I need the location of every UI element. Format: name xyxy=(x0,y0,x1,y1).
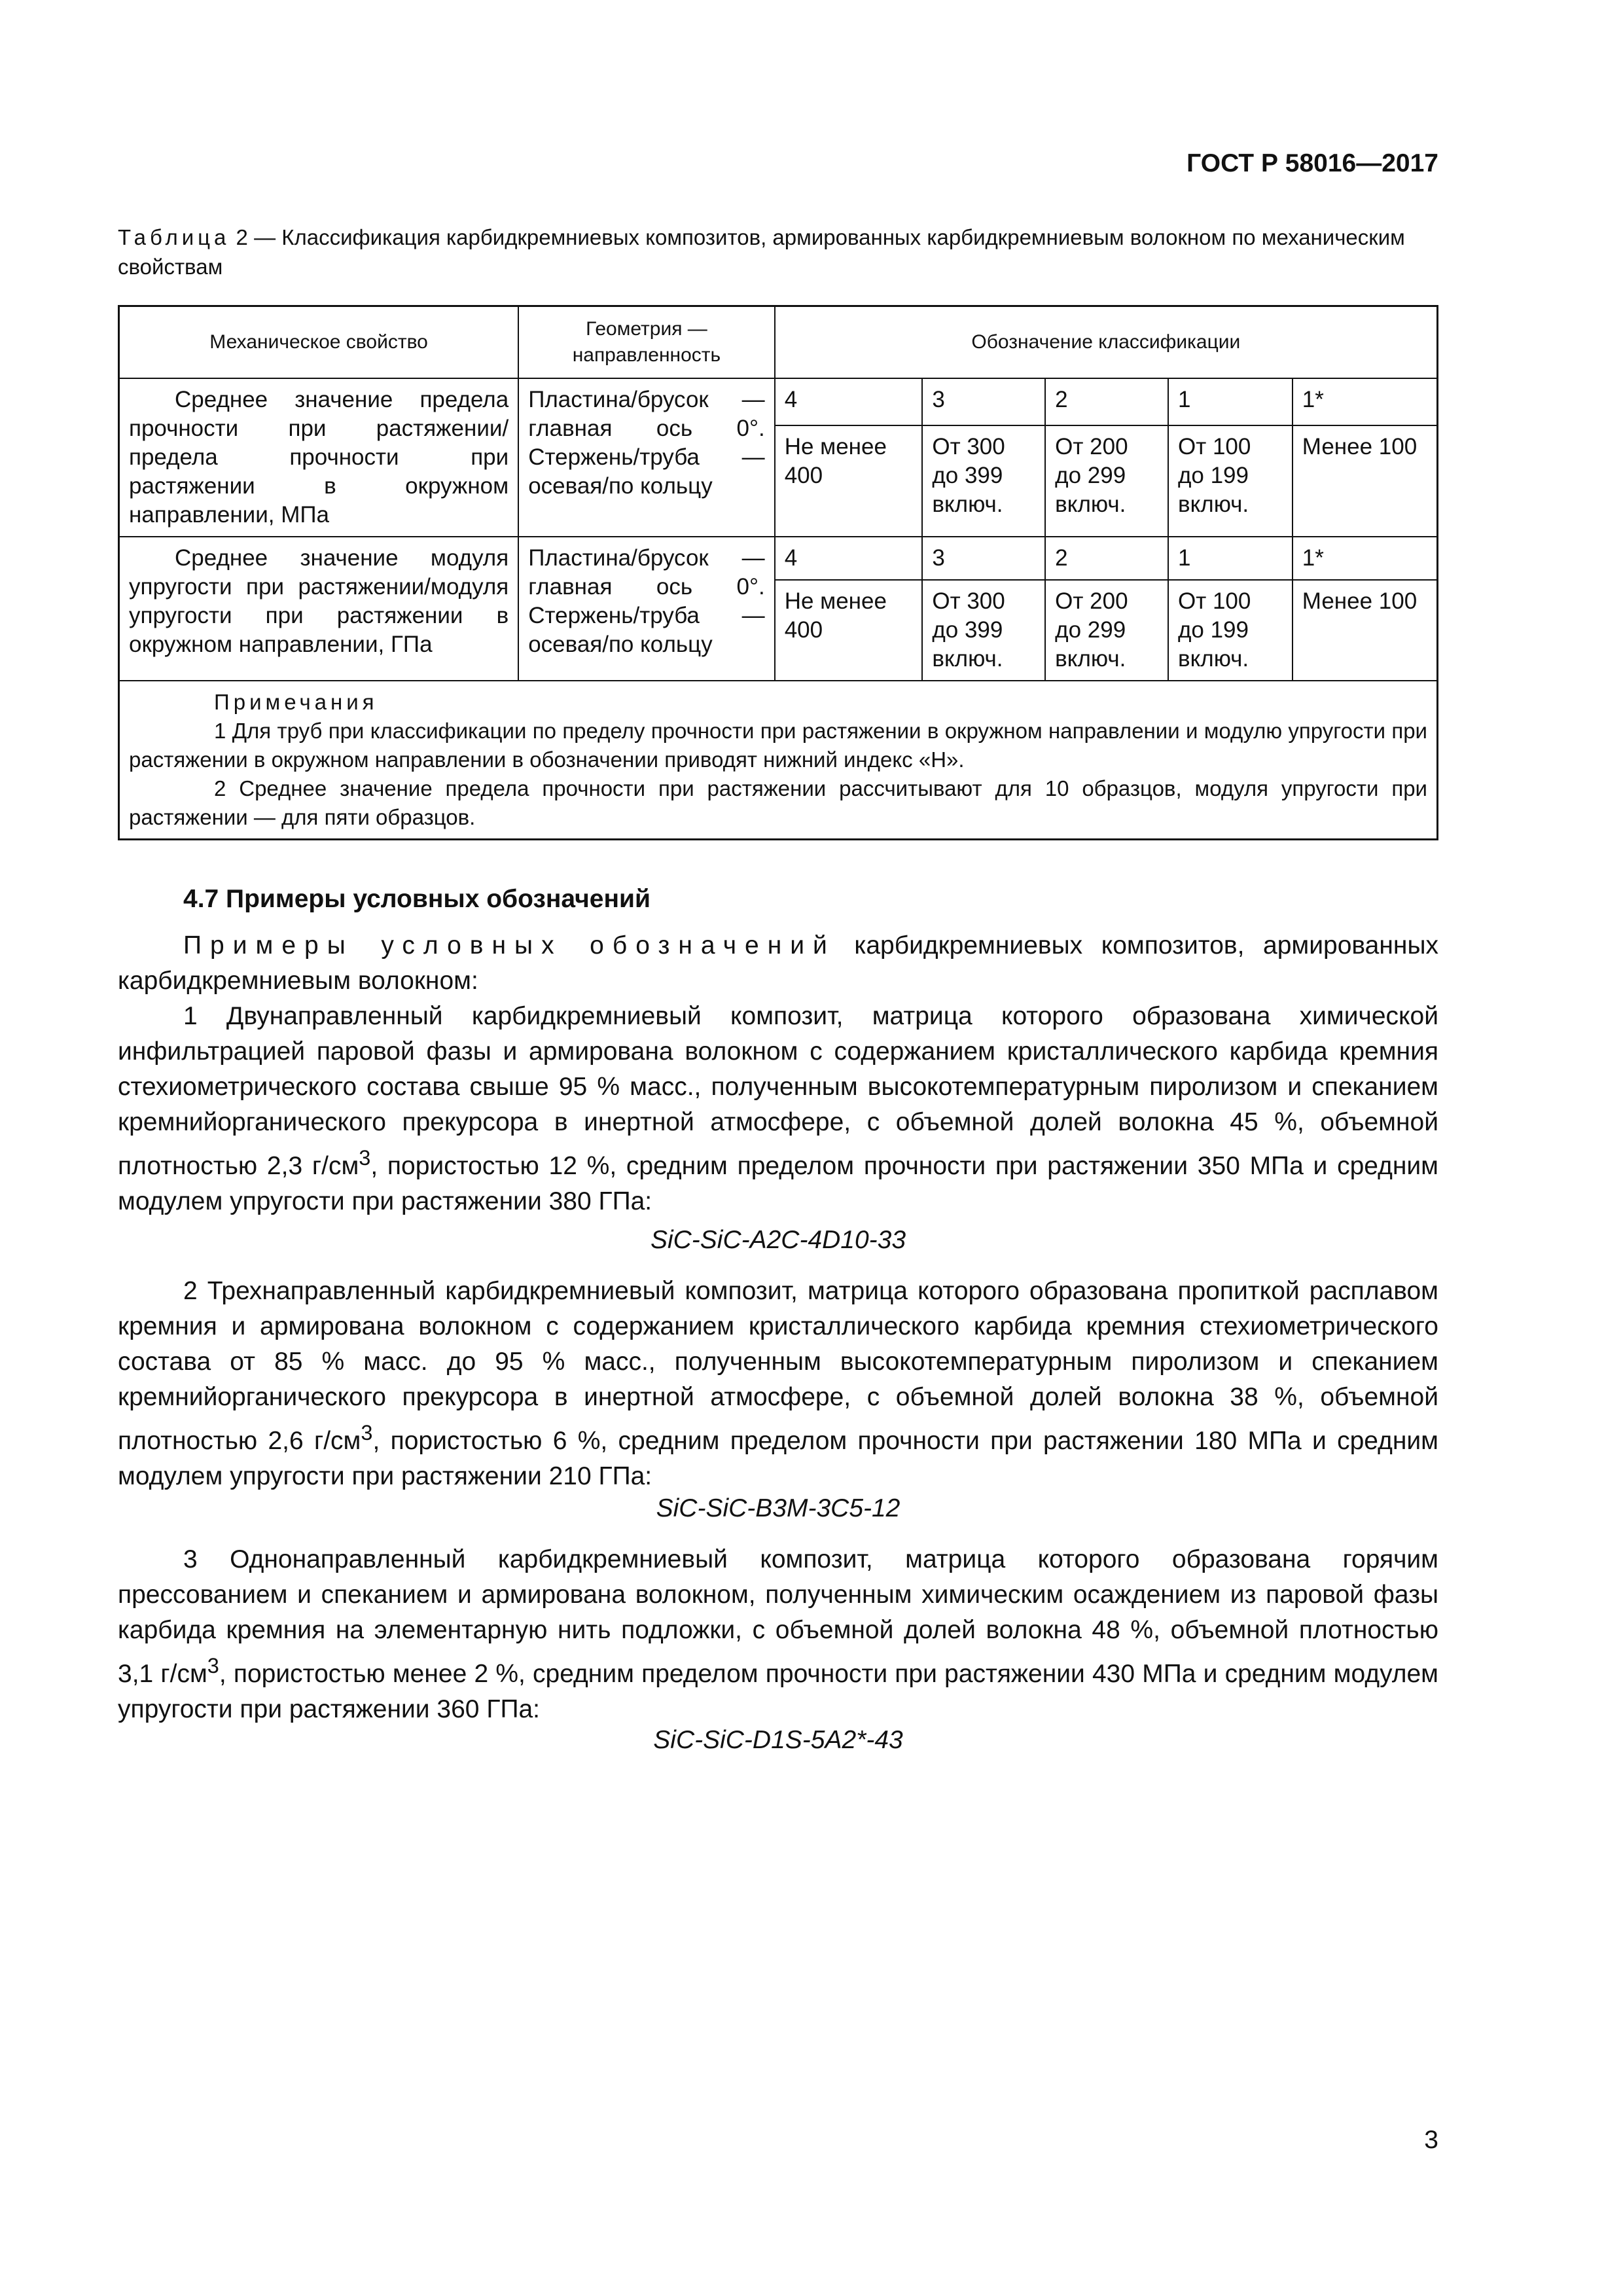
example-1-sup: 3 xyxy=(359,1146,371,1170)
table-header-row xyxy=(119,306,1438,378)
example-2-text-a: 2 Трехнаправленный карбидкремниевый композит, матрица которого образована пропиткой расплавом кремния и армирована волокном с содержанием кристаллического карбида кремния стехиометрического состава от 85 % масс. до 95 % масс., полученным высокотемпературным пиролизом и спеканием кремнийорганического прекурсора в инертной атмосфере, с объемной долей волокна 38 %, объемной плотностью 2,6 г/см xyxy=(118,1277,1438,1455)
example-2-sup: 3 xyxy=(361,1421,373,1444)
example-2-text-b: , пористостью 6 %, средним пределом прочности при растяжении 180 МПа и средним модулем упругости при растяжении 210 ГПа: xyxy=(118,1427,1438,1490)
page-number: 3 xyxy=(1424,2126,1438,2154)
intro-text: карбидкремниевых композитов, армированных карбидкремниевым волокном: xyxy=(118,931,1438,995)
row-1-value: От 100 до 199 включ. xyxy=(1168,425,1293,536)
row-1-geometry: Пластина/брусок — главная ось 0°. Стержень/труба — осевая/по кольцу xyxy=(518,378,775,537)
table-caption xyxy=(118,223,1438,281)
row-2-value: От 300 до 399 включ. xyxy=(922,580,1045,681)
row-2-code: 1* xyxy=(1293,537,1438,580)
note-1: 1 Для труб при классификации по пределу прочности при растяжении в окружном направлении и модулю упругости при растяжении в окружном направлении в обозначении приводят нижний индекс «Н». xyxy=(129,718,1427,772)
example-1-text-b: , пористостью 12 %, средним пределом прочности при растяжении 350 МПа и средним модулем упругости при растяжении 380 ГПа: xyxy=(118,1152,1438,1215)
row-1-property xyxy=(119,378,519,537)
row-2-value: От 100 до 199 включ. xyxy=(1168,580,1293,681)
header-geometry: Геометрия — направленность xyxy=(518,306,775,378)
row-1-code: 4 xyxy=(775,378,923,426)
row-2-code: 2 xyxy=(1045,537,1168,580)
table-caption-text: 2 — Классификация карбидкремниевых композитов, армированных карбидкремниевым волокном по механическим свойствам xyxy=(118,225,1405,279)
note-2: 2 Среднее значение предела прочности при растяжении рассчитывают для 10 образцов, модуля упругости при растяжении — для пяти образцов. xyxy=(129,776,1427,829)
document-id-header: ГОСТ Р 58016—2017 xyxy=(1186,149,1438,177)
row-2-value: Не менее 400 xyxy=(775,580,923,681)
example-3-sup: 3 xyxy=(207,1654,219,1677)
row-2-property xyxy=(119,537,519,681)
row-1-value: От 200 до 299 включ. xyxy=(1045,425,1168,536)
row-2-property-text: Среднее значение модуля упругости при растяжении/модуля упругости при растяжении в окружном направлении, ГПа xyxy=(129,545,509,657)
example-3-text xyxy=(118,1542,1438,1727)
example-1-text-a: 1 Двунаправленный карбидкремниевый композит, матрица которого образована химической инфильтрацией паровой фазы и армирована волокном с содержанием кристаллического карбида кремния стехиометрического состава свыше 95 % масс., полученным высокотемпературным пиролизом и спеканием кремнийорганического прекурсора в инертной атмосфере, с объемной долей волокна 45 %, объемной плотностью 2,3 г/см xyxy=(118,1002,1438,1180)
table-row xyxy=(119,537,1438,580)
notes-title: Примечания xyxy=(214,689,378,714)
row-2-value: От 200 до 299 включ. xyxy=(1045,580,1168,681)
table-notes xyxy=(119,681,1438,840)
example-2-formula: SiC-SiC-B3M-3C5-12 xyxy=(656,1494,901,1522)
intro-spaced-text: Примеры условных обозначений xyxy=(183,931,836,960)
row-1-property-text: Среднее значение предела прочности при растяжении/предела прочности при растяжении в окружном направлении, МПа xyxy=(129,386,509,528)
row-2-code: 1 xyxy=(1168,537,1293,580)
row-1-value: Не менее 400 xyxy=(775,425,923,536)
example-1-formula: SiC-SiC-A2C-4D10-33 xyxy=(650,1226,906,1254)
row-1-value: От 300 до 399 включ. xyxy=(922,425,1045,536)
row-2-value: Менее 100 xyxy=(1293,580,1438,681)
table-caption-label: Таблица xyxy=(118,225,230,249)
row-1-code: 2 xyxy=(1045,378,1168,426)
row-1-code: 1 xyxy=(1168,378,1293,426)
header-property: Механическое свойство xyxy=(119,306,519,378)
row-2-code: 3 xyxy=(922,537,1045,580)
row-1-code: 1* xyxy=(1293,378,1438,426)
row-2-code: 4 xyxy=(775,537,923,580)
example-3-text-b: , пористостью менее 2 %, средним пределом прочности при растяжении 430 МПа и средним модулем упругости при растяжении 360 ГПа: xyxy=(118,1660,1438,1723)
example-3-text-a: 3 Однонаправленный карбидкремниевый композит, матрица которого образована горячим прессованием и спеканием и армирована волокном, полученным химическим осаждением из паровой фазы карбида кремния на элементарную нить подложки, с объемной долей волокна 48 %, объемной плотностью 3,1 г/см xyxy=(118,1545,1438,1688)
table-row xyxy=(119,378,1438,426)
example-1-text xyxy=(118,999,1438,1219)
row-1-value: Менее 100 xyxy=(1293,425,1438,536)
section-intro xyxy=(118,928,1438,999)
table-notes-row xyxy=(119,681,1438,840)
example-2-text xyxy=(118,1274,1438,1494)
row-1-code: 3 xyxy=(922,378,1045,426)
example-3-formula: SiC-SiC-D1S-5A2*-43 xyxy=(653,1726,903,1754)
header-classification: Обозначение классификации xyxy=(775,306,1438,378)
row-2-geometry: Пластина/брусок — главная ось 0°. Стержень/труба — осевая/по кольцу xyxy=(518,537,775,681)
section-title: 4.7 Примеры условных обозначений xyxy=(183,885,651,913)
classification-table xyxy=(118,305,1438,840)
